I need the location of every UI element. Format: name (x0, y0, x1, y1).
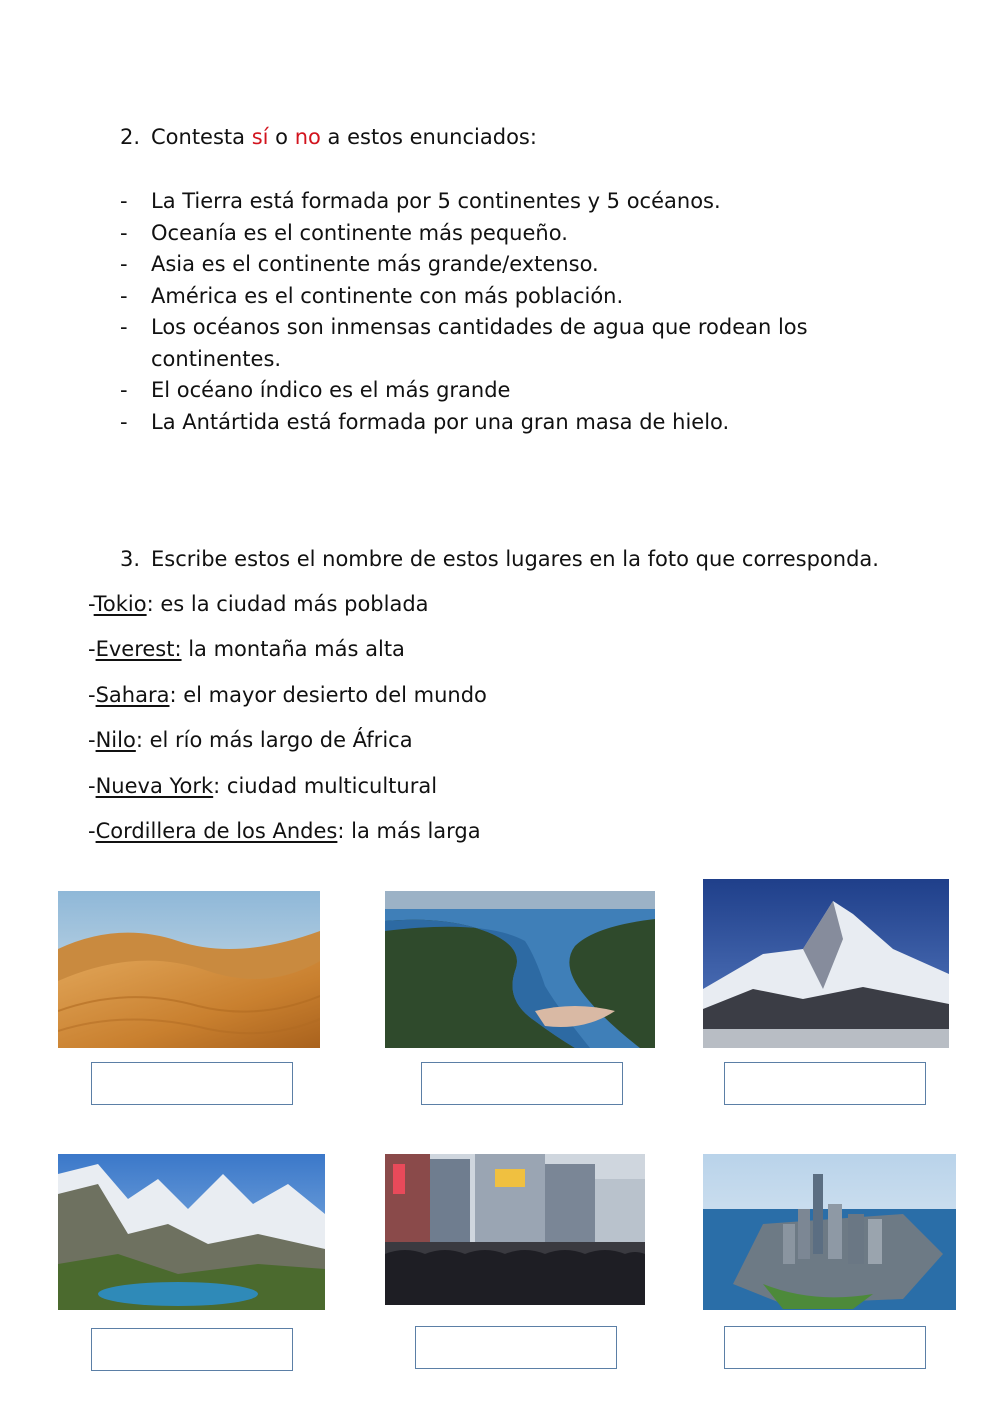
answer-box-river[interactable] (421, 1062, 623, 1105)
statement-item: - La Antártida está formada por una gran masa de hielo. (120, 409, 730, 434)
place-name: Everest: (95, 637, 182, 662)
place-name: Sahara (95, 682, 170, 707)
answer-box-andes[interactable] (91, 1328, 293, 1371)
crowd-city-photo (385, 1154, 645, 1305)
mountain-peak-photo (703, 879, 949, 1048)
statement-item: - El océano índico es el más grande (120, 378, 511, 402)
place-item: -Tokio: es la ciudad más poblada (88, 592, 429, 616)
place-item: -Nueva York: ciudad multicultural (88, 773, 438, 798)
place-name: Tokio (93, 592, 147, 616)
yes-word: sí (251, 125, 269, 149)
desert-photo (58, 891, 320, 1048)
place-name: Nilo (95, 728, 136, 753)
statement-item: - América es el continente con más población. (120, 283, 624, 308)
answer-box-crowd-city[interactable] (415, 1326, 617, 1369)
question-3-title: 3. Escribe estos el nombre de estos lugares en la foto que corresponda. (120, 547, 879, 571)
skyline-photo (703, 1154, 956, 1310)
answer-box-mountain-peak[interactable] (724, 1062, 926, 1105)
answer-box-skyline[interactable] (724, 1326, 926, 1369)
answer-box-desert[interactable] (91, 1062, 293, 1105)
statement-item: - Oceanía es el continente más pequeño. (120, 220, 568, 245)
place-item: -Cordillera de los Andes: la más larga (88, 818, 481, 843)
places-list (88, 588, 487, 860)
statement-list (120, 186, 880, 438)
place-item: -Sahara: el mayor desierto del mundo (88, 682, 487, 707)
place-name: Cordillera de los Andes (95, 818, 338, 843)
statement-item: - La Tierra está formada por 5 continentes y 5 océanos. (120, 189, 721, 213)
place-item: -Nilo: el río más largo de África (88, 728, 413, 753)
place-item: -Everest: la montaña más alta (88, 637, 405, 662)
question-2-title: 2. Contesta sí o no a estos enunciados: (120, 125, 537, 149)
statement-item: - Los océanos son inmensas cantidades de agua que rodean los continentes. (120, 315, 808, 371)
question-3-number: 3. (120, 547, 141, 571)
andes-lake-photo (58, 1154, 325, 1310)
river-photo (385, 891, 655, 1048)
no-word: no (294, 125, 321, 149)
statement-item: - Asia es el continente más grande/extenso. (120, 252, 599, 276)
place-name: Nueva York (95, 773, 214, 798)
question-2-number: 2. (120, 125, 141, 149)
